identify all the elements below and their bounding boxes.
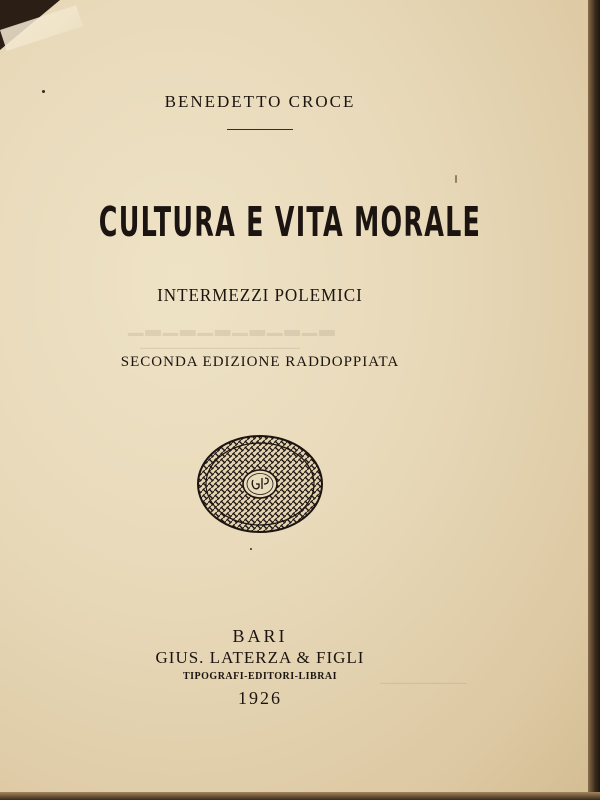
- imprint-city: BARI: [232, 626, 288, 646]
- author-divider: [227, 129, 293, 130]
- book-title: CULTURA E VITA MORALE: [98, 198, 482, 246]
- book-edge-right: [588, 0, 600, 800]
- edition-statement: SECONDA EDIZIONE RADDOPPIATA: [120, 354, 400, 370]
- book-subtitle: INTERMEZZI POLEMICI: [157, 285, 363, 305]
- imprint-year: 1926: [238, 688, 282, 708]
- book-title-page: ▁▂▁▂▁▂▁▂▁▂▁▂ ▁▁▁▁▁▁▁▁▁▁▁▁▁▁▁▁▁▁▁▁▁▁▁▁▁▁ ▁▁▁▁▁▁▁▁▁▁▁▁▁▁ BENEDETTO CROCE CULTURA E VITA MORALE INTERMEZZI POLEMICI SECONDA EDIZIONE RADDOPPIATA BARI GIUS. LATERZA & FIGLI TIPOGRAFI-EDITORI-LIBRAI 1926: [0, 0, 600, 800]
- author-name: BENEDETTO CROCE: [164, 92, 356, 111]
- imprint-trade: TIPOGRAFI-EDITORI-LIBRAI: [182, 671, 338, 682]
- publisher-device-emblem: [196, 434, 324, 534]
- imprint-publisher: GIUS. LATERZA & FIGLI: [155, 648, 365, 667]
- book-edge-bottom: [0, 792, 600, 800]
